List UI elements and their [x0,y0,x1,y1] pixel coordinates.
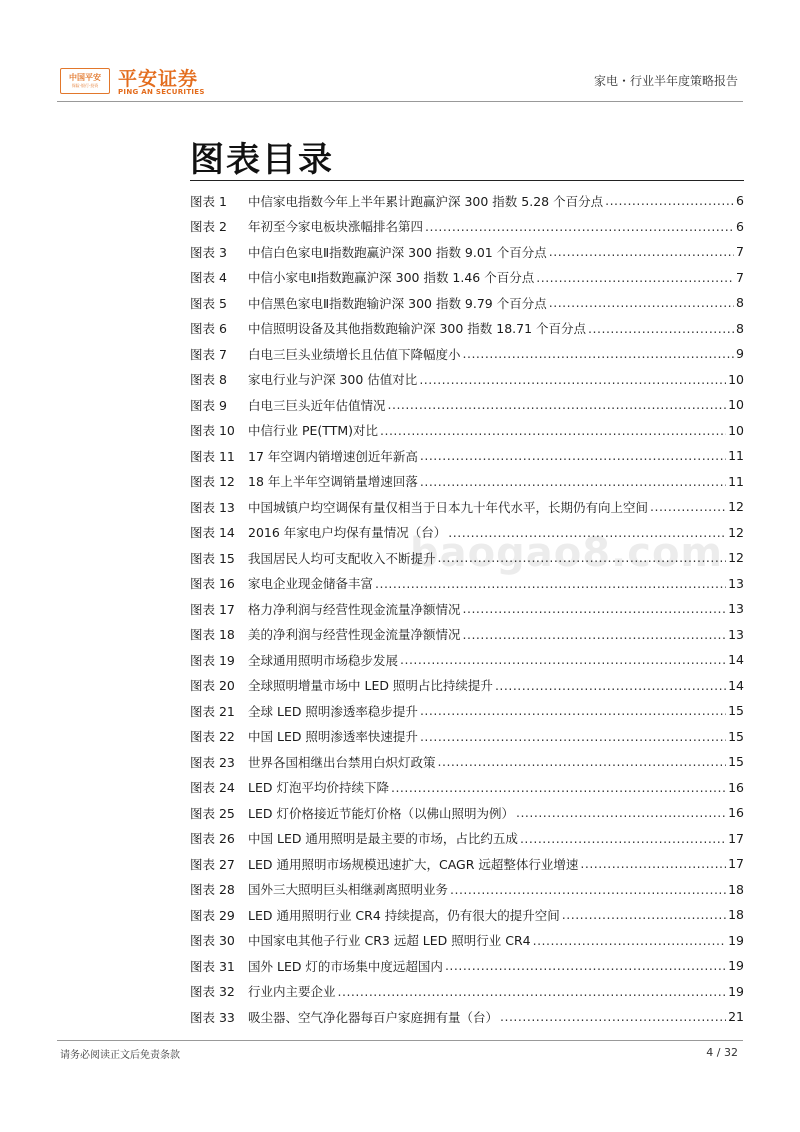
logo-text-secondary: 保险·银行·投资 [71,83,99,88]
brand-name-en: PING AN SECURITIES [118,88,205,96]
toc-entry[interactable] [190,979,744,1005]
toc-entry-label: 图表 6 [190,321,227,337]
toc-entry-title: 中信小家电Ⅱ指数跑赢沪深 300 指数 1.46 个百分点 [248,270,535,286]
toc-entry-title: 白电三巨头近年估值情况 [248,397,386,413]
toc-entry-leader [438,550,727,565]
toc-entry-title: 美的净利润与经营性现金流量净额情况 [248,627,461,643]
toc-entry-title: 行业内主要企业 [248,984,336,1000]
toc-entry-page: 16 [728,779,744,795]
toc-entry-title: LED 通用照明市场规模迅速扩大，CAGR 远超整体行业增速 [248,856,579,872]
toc-entry-title: 家电企业现金储备丰富 [248,576,374,592]
toc-entry-label: 图表 28 [190,882,235,898]
toc-entry-title: 中信照明设备及其他指数跑输沪深 300 指数 18.71 个百分点 [248,321,587,337]
toc-entry[interactable] [190,1004,744,1030]
toc-entry-page: 19 [728,958,744,974]
toc-entry-leader [450,882,726,897]
toc-entry-label: 图表 15 [190,550,235,566]
toc-entry-label: 图表 18 [190,627,235,643]
toc-entry[interactable] [190,290,744,316]
toc-entry-leader [549,295,734,310]
toc-entry-page: 18 [728,907,744,923]
toc-entry-label: 图表 2 [190,219,227,235]
toc-entry-page: 11 [728,448,744,464]
toc-entry[interactable] [190,622,744,648]
toc-entry-label: 图表 14 [190,525,235,541]
toc-entry-leader [463,346,735,361]
toc-entry-leader [463,601,727,616]
toc-entry-title: LED 通用照明行业 CR4 持续提高，仍有很大的提升空间 [248,907,560,923]
toc-entry[interactable] [190,724,744,750]
page-title: 图表目录 [190,140,334,180]
toc-entry-leader [448,525,726,540]
toc-entry-label: 图表 16 [190,576,235,592]
toc-entry-label: 图表 23 [190,754,235,770]
toc-entry[interactable] [190,953,744,979]
toc-entry-leader [425,219,734,234]
report-title: 家电・行业半年度策略报告 [593,74,738,88]
page-header [0,0,800,100]
toc-entry-label: 图表 17 [190,601,235,617]
toc-entry-leader [420,448,726,463]
toc-entry-label: 图表 7 [190,346,227,362]
toc-entry[interactable] [190,826,744,852]
toc-entry-leader [380,423,726,438]
toc-entry-label: 图表 10 [190,423,235,439]
toc-entry-label: 图表 4 [190,270,227,286]
toc-entry-leader [533,933,727,948]
toc-entry[interactable] [190,443,744,469]
toc-entry-label: 图表 20 [190,678,235,694]
toc-entry-page: 13 [728,626,744,642]
toc-entry-page: 9 [736,346,744,362]
toc-entry-label: 图表 9 [190,397,227,413]
toc-entry-label: 图表 21 [190,703,235,719]
header-divider [57,101,743,102]
toc-entry-page: 11 [728,473,744,489]
toc-entry-page: 10 [728,397,744,413]
toc-entry[interactable] [190,775,744,801]
toc-entry-label: 图表 5 [190,295,227,311]
toc-entry-leader [536,270,734,285]
toc-entry-title: 白电三巨头业绩增长且估值下降幅度小 [248,346,461,362]
toc-entry-label: 图表 26 [190,831,235,847]
toc-entry-leader [588,321,734,336]
toc-entry-title: 中信黑色家电Ⅱ指数跑输沪深 300 指数 9.79 个百分点 [248,295,547,311]
toc-entry-leader [375,576,726,591]
table-of-figures [190,188,744,1030]
toc-entry-page: 15 [728,754,744,770]
toc-entry-page: 12 [728,550,744,566]
toc-entry[interactable] [190,316,744,342]
toc-entry-title: 中国 LED 照明渗透率快速提升 [248,729,418,745]
toc-entry[interactable] [190,545,744,571]
toc-entry-page: 12 [728,499,744,515]
toc-entry-label: 图表 27 [190,856,235,872]
toc-entry[interactable] [190,367,744,393]
watermark: baogao8.com [410,530,724,576]
toc-entry-title: 家电行业与沪深 300 估值对比 [248,372,418,388]
toc-entry-label: 图表 12 [190,474,235,490]
toc-entry-title: 中信家电指数今年上半年累计跑赢沪深 300 指数 5.28 个百分点 [248,193,604,209]
toc-entry-leader [562,907,726,922]
title-divider [190,180,744,181]
toc-entry-leader [580,856,726,871]
toc-entry-page: 8 [736,320,744,336]
toc-entry-label: 图表 32 [190,984,235,1000]
toc-entry-page: 19 [728,932,744,948]
toc-entry-leader [463,627,727,642]
toc-entry[interactable] [190,596,744,622]
toc-entry-page: 13 [728,575,744,591]
toc-entry-leader [420,703,726,718]
toc-entry-label: 图表 3 [190,244,227,260]
page-number: 4 / 32 [706,1046,738,1059]
toc-entry-leader [391,780,726,795]
toc-entry-label: 图表 19 [190,652,235,668]
toc-entry-page: 15 [728,728,744,744]
toc-entry-page: 17 [728,856,744,872]
toc-entry[interactable] [190,418,744,444]
toc-entry-page: 16 [728,805,744,821]
toc-entry[interactable] [190,800,744,826]
toc-entry[interactable] [190,214,744,240]
toc-entry-page: 10 [728,422,744,438]
toc-entry-page: 14 [728,677,744,693]
toc-entry[interactable] [190,698,744,724]
toc-entry-title: 全球通用照明市场稳步发展 [248,652,399,668]
toc-entry-page: 18 [728,881,744,897]
toc-entry-title: 2016 年家电户均保有量情况（台） [248,525,447,541]
toc-entry-title: 我国居民人均可支配收入不断提升 [248,550,436,566]
toc-entry-page: 7 [736,269,744,285]
brand-name-cn: 平安证券 [118,68,199,90]
toc-entry-title: 世界各国相继出台禁用白炽灯政策 [248,754,436,770]
toc-entry-label: 图表 30 [190,933,235,949]
toc-entry[interactable] [190,239,744,265]
toc-entry-title: LED 灯泡平均价持续下降 [248,780,389,796]
toc-entry-page: 7 [736,244,744,260]
toc-entry[interactable] [190,851,744,877]
toc-entry-label: 图表 13 [190,499,235,515]
toc-entry[interactable] [190,520,744,546]
toc-entry-title: 全球 LED 照明渗透率稳步提升 [248,703,418,719]
toc-entry-title: 吸尘器、空气净化器每百户家庭拥有量（台） [248,1009,499,1025]
toc-entry-leader [420,474,726,489]
toc-entry-page: 14 [728,652,744,668]
toc-entry[interactable] [190,647,744,673]
toc-entry-title: 中国 LED 通用照明是最主要的市场，占比约五成 [248,831,518,847]
toc-entry-leader [400,652,726,667]
toc-entry-page: 12 [728,524,744,540]
toc-entry-page: 6 [736,218,744,234]
toc-entry-leader [520,831,726,846]
toc-entry-leader [438,754,727,769]
toc-entry[interactable] [190,494,744,520]
toc-entry[interactable] [190,749,744,775]
toc-entry-title: 中信白色家电Ⅱ指数跑赢沪深 300 指数 9.01 个百分点 [248,244,547,260]
footer-disclaimer: 请务必阅读正文后免责条款 [60,1050,180,1061]
toc-entry-title: 年初至今家电板块涨幅排名第四 [248,219,424,235]
toc-entry-label: 图表 24 [190,780,235,796]
toc-entry[interactable] [190,341,744,367]
toc-entry-label: 图表 31 [190,958,235,974]
toc-entry-leader [516,805,726,820]
toc-entry-page: 17 [728,830,744,846]
toc-entry[interactable] [190,265,744,291]
toc-entry-label: 图表 1 [190,193,227,209]
toc-entry[interactable] [190,571,744,597]
toc-entry-label: 图表 8 [190,372,227,388]
toc-entry-leader [650,499,726,514]
toc-entry-leader [549,244,734,259]
toc-entry-title: LED 灯价格接近节能灯价格（以佛山照明为例） [248,805,514,821]
toc-entry-leader [338,984,727,999]
toc-entry-title: 国外 LED 灯的市场集中度远超国内 [248,958,443,974]
toc-entry[interactable] [190,902,744,928]
toc-entry-leader [605,193,734,208]
toc-entry[interactable] [190,928,744,954]
toc-entry-label: 图表 25 [190,805,235,821]
toc-entry-title: 全球照明增量市场中 LED 照明占比持续提升 [248,678,493,694]
ping-an-logo [60,68,110,94]
toc-entry-leader [495,678,726,693]
toc-entry-title: 格力净利润与经营性现金流量净额情况 [248,601,461,617]
toc-entry[interactable] [190,188,744,214]
toc-entry-leader [500,1009,726,1024]
toc-entry-title: 中信行业 PE(TTM)对比 [248,423,378,439]
toc-entry[interactable] [190,877,744,903]
footer-divider [57,1040,743,1041]
toc-entry-page: 19 [728,983,744,999]
toc-entry-label: 图表 11 [190,448,235,464]
toc-entry-label: 图表 29 [190,907,235,923]
toc-entry-leader [388,397,727,412]
toc-entry-label: 图表 22 [190,729,235,745]
toc-entry-title: 18 年上半年空调销量增速回落 [248,474,418,490]
toc-entry-page: 10 [728,371,744,387]
toc-entry-title: 中国家电其他子行业 CR3 远超 LED 照明行业 CR4 [248,933,531,949]
toc-entry-page: 6 [736,193,744,209]
toc-entry-title: 国外三大照明巨头相继剥离照明业务 [248,882,449,898]
toc-entry[interactable] [190,673,744,699]
toc-entry-leader [420,729,726,744]
toc-entry-label: 图表 33 [190,1009,235,1025]
toc-entry-page: 21 [728,1009,744,1025]
toc-entry-leader [445,958,726,973]
toc-entry-page: 13 [728,601,744,617]
logo-text-primary: 中国平安 [69,73,101,82]
toc-entry-page: 15 [728,703,744,719]
toc-entry-leader [419,372,726,387]
toc-entry[interactable] [190,392,744,418]
toc-entry[interactable] [190,469,744,495]
toc-entry-title: 中国城镇户均空调保有量仅相当于日本九十年代水平，长期仍有向上空间 [248,499,649,515]
toc-entry-page: 8 [736,295,744,311]
toc-entry-title: 17 年空调内销增速创近年新高 [248,448,418,464]
